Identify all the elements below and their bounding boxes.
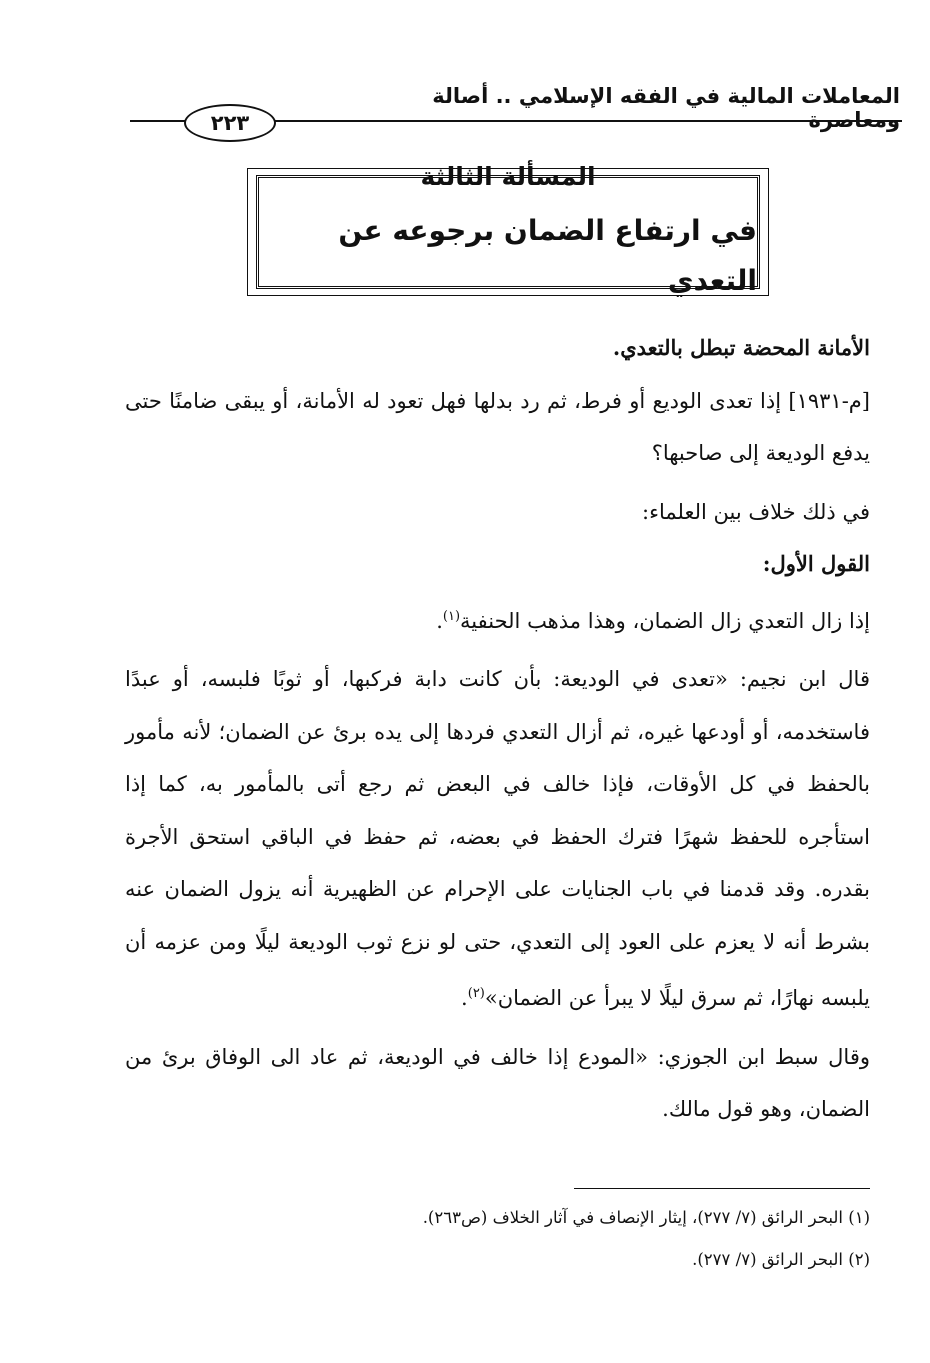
- paragraph-sibt-quote: وقال سبط ابن الجوزي: «المودع إذا خالف في الوديعة، ثم عاد الى الوفاق برئ من الضمان، وهو قول مالك.: [125, 1044, 870, 1121]
- section-title-box: [247, 162, 769, 297]
- page-number: ٢٢٣: [184, 104, 276, 142]
- running-header-title: المعاملات المالية في الفقه الإسلامي .. أصالة ومعاصرة: [432, 84, 900, 132]
- paragraph-first-opinion: [125, 591, 870, 648]
- footnote-ref-2[interactable]: (٢): [467, 986, 485, 1001]
- ibn-nujaym-quote-end: .: [461, 986, 468, 1010]
- paragraph-disagreement: في ذلك خلاف بين العلماء:: [642, 499, 870, 524]
- paragraph-principle: الأمانة المحضة تبطل بالتعدي.: [612, 335, 870, 360]
- footnotes: [125, 1197, 870, 1281]
- paragraph-first-opinion-heading: القول الأول:: [762, 551, 870, 576]
- ibn-nujaym-quote-text: قال ابن نجيم: «تعدى في الوديعة: بأن كانت دابة فركبها، أو ثوبًا فلبسه، أو عبدًا فاستخدمه، أو أودعها غيره، ثم أزال التعدي فردها إلى يده برئ عن الضمان؛ لأنه مأمور بالحفظ في كل الأوقات، فإذا خالف في البعض ثم رجع أتى بالمأمور به، كما إذا استأجره للحفظ شهرًا فترك الحفظ في بعضه، ثم حفظ في الباقي استحق الأجرة بقدره. وقد قدمنا في باب الجنايات على الإحرام عن الظهيرية أنه يزول الضمان عنه بشرط أنه لا يعزم على العود إلى التعدي، حتى لو نزع ثوب الوديعة ليلًا ومن عزمه أن يلبسه نهارًا، ثم سرق ليلًا لا يبرأ عن الضمان»: [125, 667, 870, 1010]
- footnote-2: (٢) البحر الرائق (٧/ ٢٧٧).: [692, 1250, 870, 1269]
- first-opinion-text: إذا زال التعدي زال الضمان، وهذا مذهب الحنفية: [460, 608, 870, 633]
- section-title-label: المسألة الثالثة: [420, 162, 596, 191]
- footnote-1: (١) البحر الرائق (٧/ ٢٧٧)، إيثار الإنصاف في آثار الخلاف (ص٢٦٣).: [422, 1208, 870, 1227]
- footnote-rule: [574, 1188, 870, 1189]
- section-title-heading: في ارتفاع الضمان برجوعه عن التعدي: [338, 214, 757, 297]
- section-title-inner-frame: [256, 162, 760, 297]
- footnote-ref-1[interactable]: (١): [442, 608, 461, 624]
- paragraph-question: [م-١٩٣١] إذا تعدى الوديع أو فرط، ثم رد بدلها فهل تعود له الأمانة، أو يبقى ضامنًا حتى يدفع الوديعة إلى صاحبها؟: [125, 388, 870, 465]
- paragraph-ibn-nujaym-quote: [125, 653, 870, 1025]
- main-text: [125, 322, 870, 1136]
- first-opinion-end: .: [436, 608, 443, 633]
